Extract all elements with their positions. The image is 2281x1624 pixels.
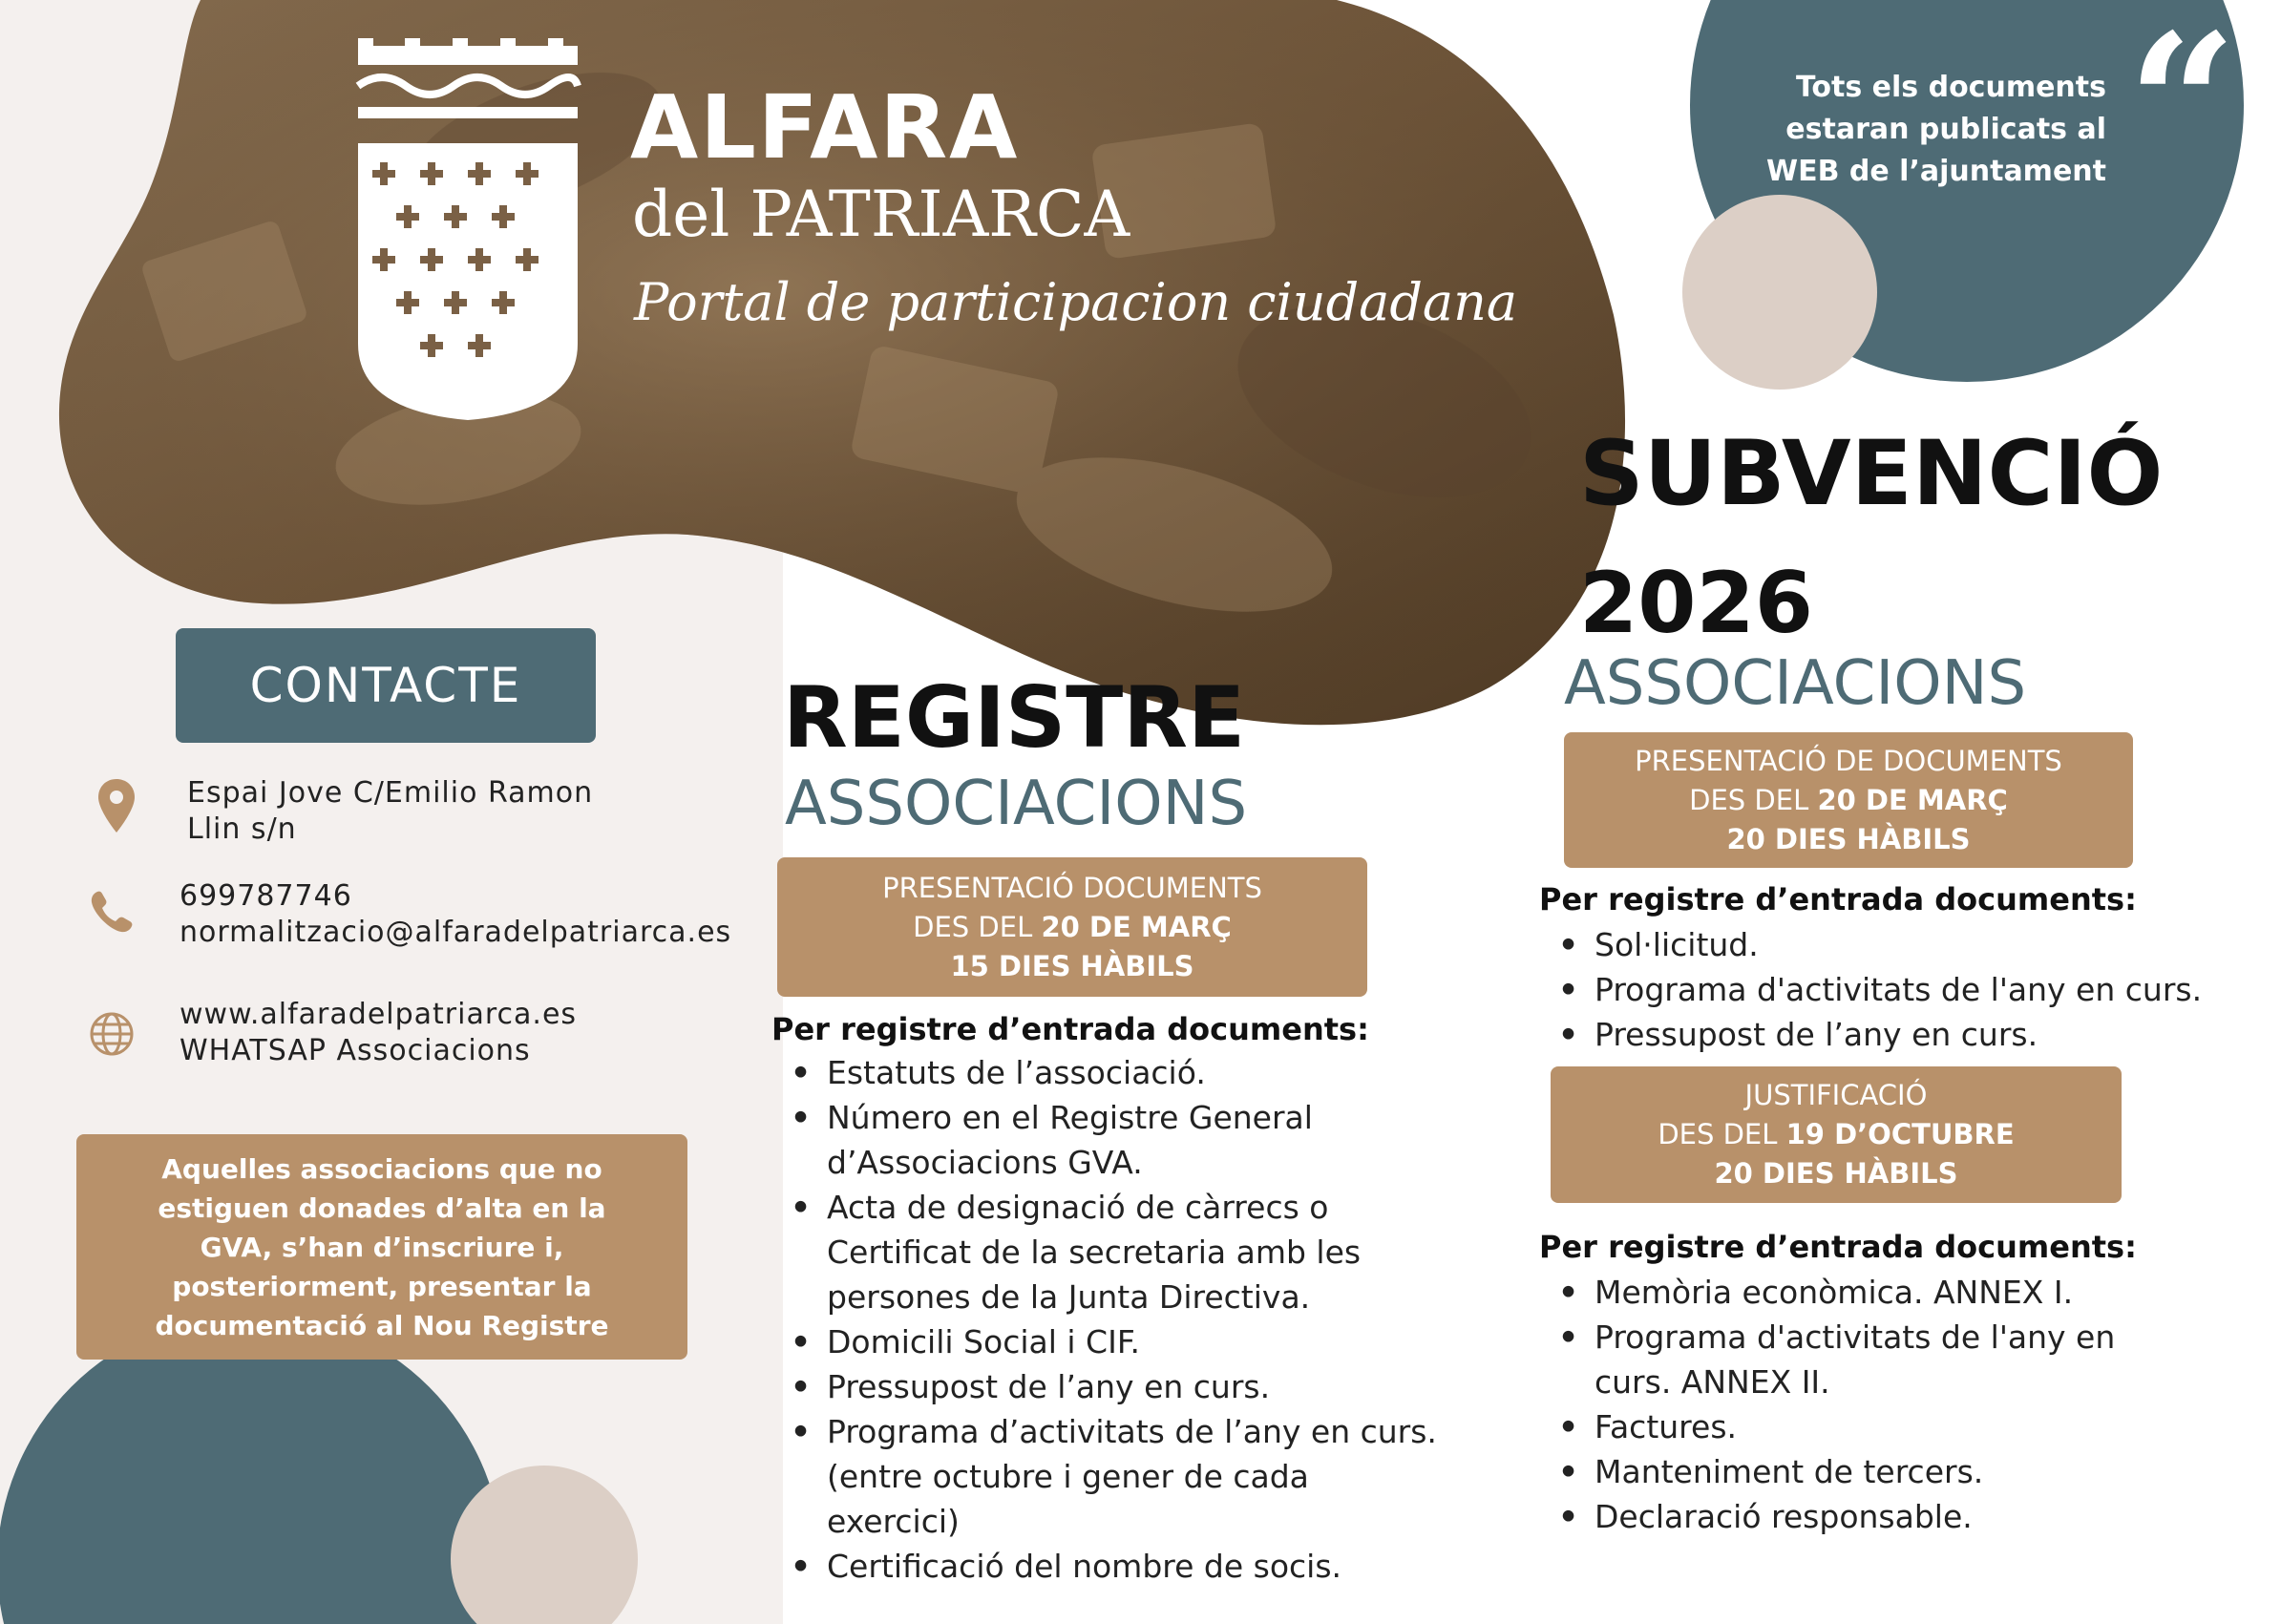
subvencio-list1-heading: Per registre d’entrada documents: — [1539, 881, 2137, 917]
note-line: Aquelles associacions que no — [161, 1152, 602, 1185]
subvencio-year: 2026 — [1579, 554, 1813, 652]
note-line: documentació al Nou Registre — [155, 1309, 609, 1341]
box-line-date: 20 DE MARÇ — [1817, 783, 2008, 816]
phone-email-block — [180, 878, 731, 951]
brand-title: ALFARA — [630, 76, 1020, 179]
box-line — [1689, 781, 2008, 820]
box-line-prefix: DES DEL — [913, 910, 1042, 943]
registre-list-heading: Per registre d’entrada documents: — [771, 1011, 1369, 1047]
registration-note — [76, 1134, 687, 1360]
box-line: PRESENTACIÓ DE DOCUMENTS — [1635, 744, 2062, 777]
list-item: • Programa d'activitats de l'any en curs. — [1595, 967, 2281, 1012]
box-line: PRESENTACIÓ DOCUMENTS — [882, 871, 1262, 904]
quote-line: Tots els documents — [1795, 71, 2106, 104]
box-line-date: 20 DE MARÇ — [1041, 910, 1232, 943]
subvencio-document-list-1 — [1539, 922, 2281, 1057]
subvencio-list2-heading: Per registre d’entrada documents: — [1539, 1229, 2137, 1265]
quote-line: estaran publicats al — [1785, 113, 2106, 146]
list-item: • Manteniment de tercers. — [1595, 1449, 2281, 1494]
contact-button[interactable]: CONTACTE — [176, 628, 596, 743]
list-item: • Sol·licitud. — [1595, 922, 2281, 967]
subvencio-presentation-box — [1564, 732, 2133, 868]
box-line — [1658, 1115, 2014, 1154]
list-item: • Pressupost de l’any en curs. — [1595, 1012, 2281, 1057]
address-block — [187, 775, 593, 848]
brand-subtitle: del PATRIARCA — [632, 178, 1130, 251]
note-line: estiguen donades d’alta en la — [158, 1192, 606, 1224]
registre-subtitle: ASSOCIACIONS — [785, 769, 1248, 839]
phone-icon — [88, 888, 136, 936]
list-item: • Declaració responsable. — [1595, 1494, 2281, 1539]
quote-icon: “ — [2127, 0, 2238, 217]
brand-tagline: Portal de participacion ciudadana — [634, 272, 1518, 332]
list-item: • Programa d'activitats de l'any en curs. ANNEX II. — [1595, 1315, 2167, 1404]
subvencio-justification-box — [1551, 1066, 2122, 1203]
subvencio-document-list-2 — [1539, 1270, 2281, 1539]
registre-title: REGISTRE — [783, 668, 1246, 767]
list-item: • Domicili Social i CIF. — [827, 1319, 1495, 1364]
globe-icon — [88, 1010, 136, 1058]
list-item: • Pressupost de l’any en curs. — [827, 1364, 1495, 1409]
list-item: • Certificació del nombre de socis. — [827, 1544, 1495, 1589]
address-line: Llin s/n — [187, 812, 297, 846]
list-item: • Programa d’activitats de l’any en curs. (entre octubre i gener de cada exercici) — [827, 1409, 1438, 1544]
website-link[interactable]: www.alfaradelpatriarca.es — [180, 998, 578, 1031]
box-line: 15 DIES HÀBILS — [950, 949, 1194, 982]
list-item: • Acta de designació de càrrecs o Certificat de la secretaria amb les persones de la Junta Directiva. — [827, 1185, 1419, 1319]
box-line-prefix: DES DEL — [1689, 783, 1818, 816]
list-item: • Memòria econòmica. ANNEX I. — [1595, 1270, 2281, 1315]
note-line: posteriorment, presentar la — [172, 1270, 592, 1302]
registre-document-list — [771, 1050, 1495, 1589]
quote-line: WEB de l’ajuntament — [1766, 155, 2106, 188]
email-address[interactable]: normalitzacio@alfaradelpatriarca.es — [180, 916, 732, 949]
box-line — [913, 908, 1232, 947]
beige-circle-top — [1682, 195, 1877, 390]
whatsapp-text: WHATSAP Associacions — [180, 1034, 531, 1067]
box-line-prefix: DES DEL — [1658, 1118, 1786, 1150]
subvencio-subtitle: ASSOCIACIONS — [1564, 648, 2027, 719]
note-line: GVA, s’han d’inscriure i, — [200, 1231, 564, 1263]
location-pin-icon — [95, 777, 137, 834]
list-item: • Factures. — [1595, 1404, 2281, 1449]
box-line: JUSTIFICACIÓ — [1744, 1079, 1928, 1111]
quote-text — [1709, 67, 2106, 193]
list-item: • Número en el Registre General d’Associacions GVA. — [827, 1095, 1381, 1185]
box-line-date: 19 D’OCTUBRE — [1785, 1118, 2015, 1150]
box-line: 20 DIES HÀBILS — [1726, 822, 1971, 855]
box-line: 20 DIES HÀBILS — [1714, 1157, 1958, 1190]
address-line: Espai Jove C/Emilio Ramon — [187, 776, 594, 810]
web-block — [180, 997, 577, 1069]
subvencio-title: SUBVENCIÓ — [1579, 422, 2164, 526]
phone-number[interactable]: 699787746 — [180, 879, 352, 913]
registre-dates-box — [777, 857, 1367, 997]
list-item: • Estatuts de l’associació. — [827, 1050, 1495, 1095]
